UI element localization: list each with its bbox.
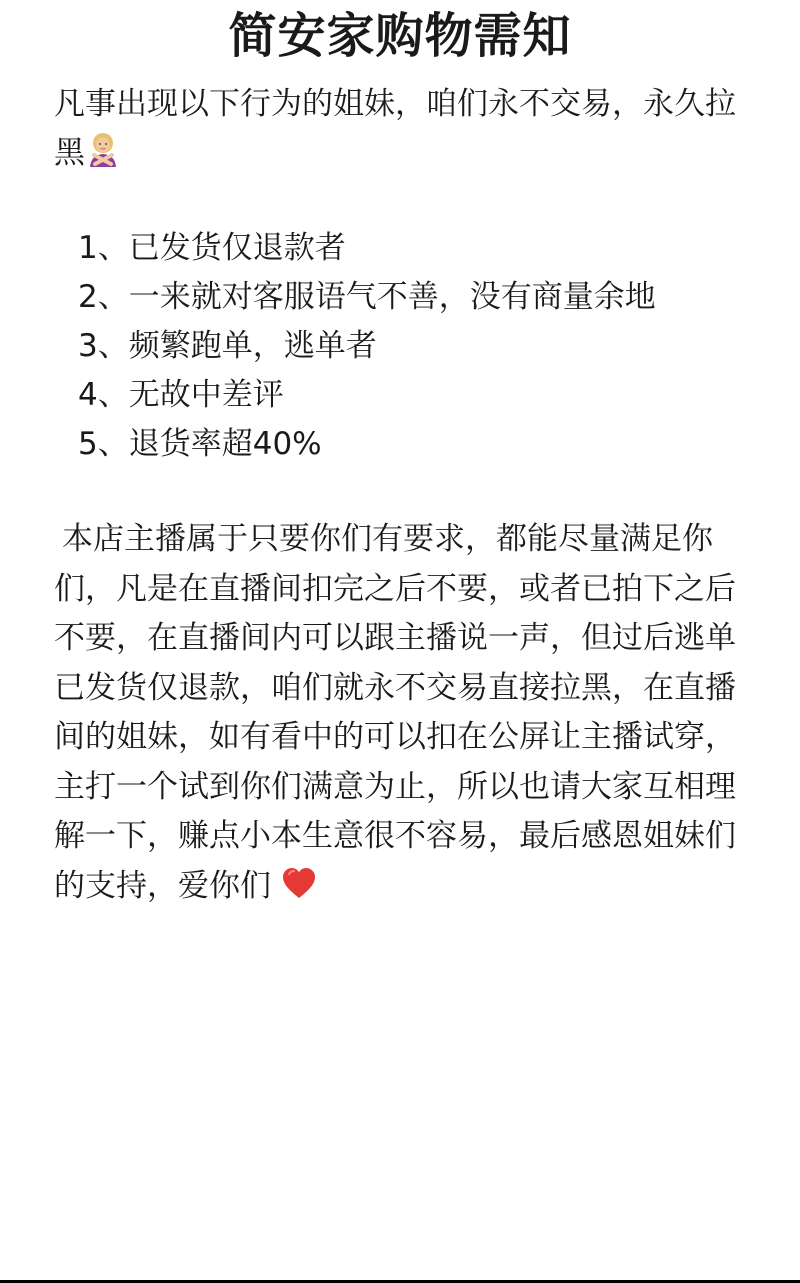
rule-item: 3、频繁跑单，逃单者 [78,328,377,364]
rule-item: 5、退货率超40% [78,426,322,462]
rule-item: 2、一来就对客服语气不善，没有商量余地 [78,279,656,315]
rule-item: 1、已发货仅退款者 [78,230,346,266]
rule-item: 4、无故中差评 [78,377,284,413]
red-heart-icon [273,866,317,916]
intro-text: 凡事出现以下行为的姐妹，咱们永不交易，永久拉黑 [54,86,736,171]
rules-list [78,224,758,469]
intro-text-block [54,80,754,182]
person-gesturing-no-icon [85,131,121,182]
shop-notice-paragraph [54,515,754,915]
notice-text: 本店主播属于只要你们有要求，都能尽量满足你们，凡是在直播间扣完之后不要，或者已拍下之后不要，在直播间内可以跟主播说一声，但过后逃单已发货仅退款，咱们就永不交易直接拉黑，在直播间的姐妹，如有看中的可以扣在公屏让主播试穿，主打一个试到你们满意为止，所以也请大家互相理解一下，赚点小本生意很不容易，最后感恩姐妹们的支持，爱你们 [54,521,736,904]
page-title: 简安家购物需知 [228,8,572,64]
